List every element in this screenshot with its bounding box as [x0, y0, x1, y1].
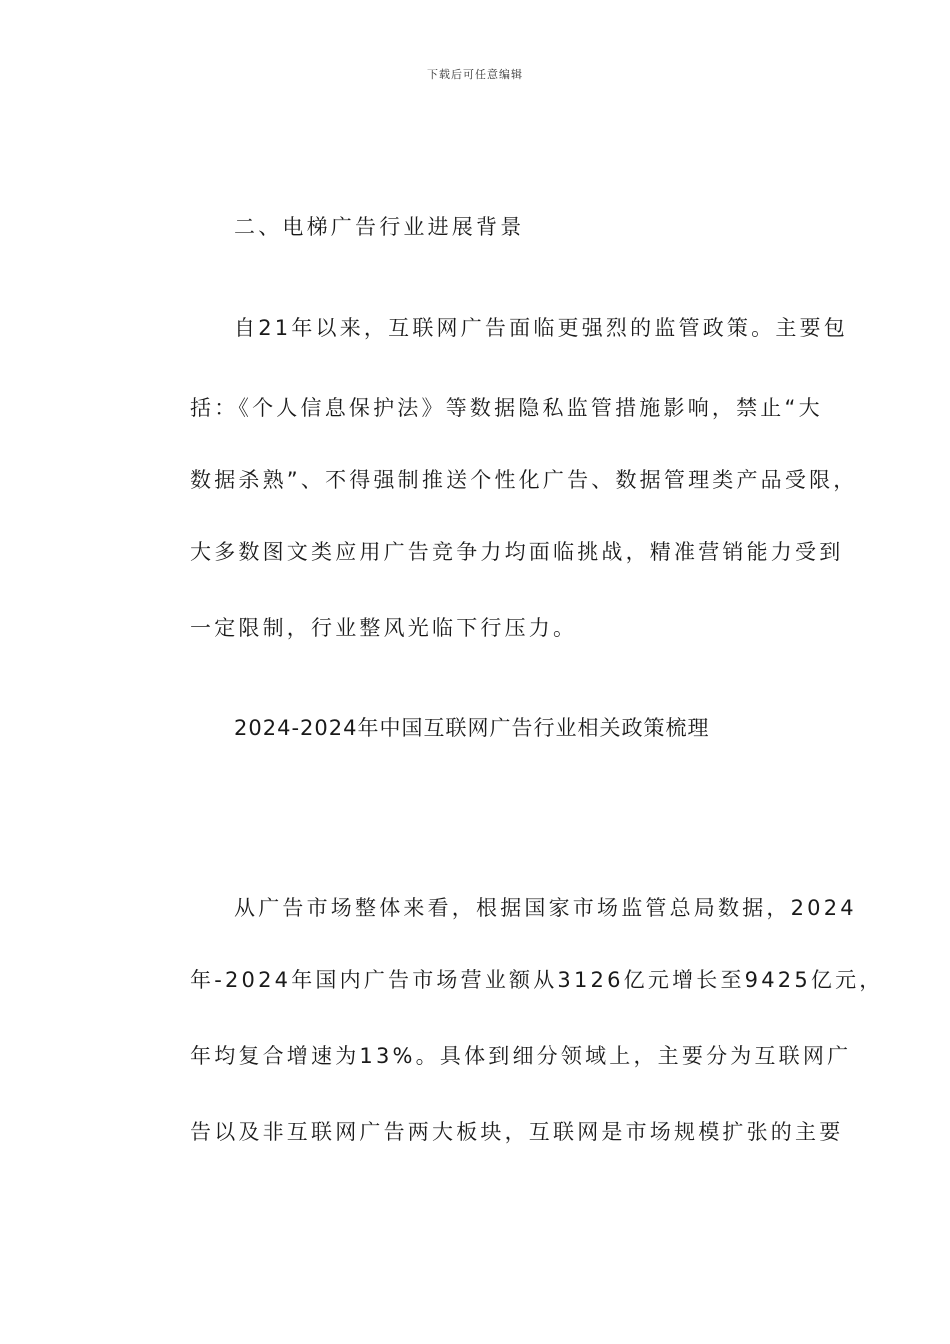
paragraph-2-line-2: 年-2024年国内广告市场营业额从3126亿元增长至9425亿元，	[190, 968, 884, 992]
paragraph-1-line-5: 一定限制，行业整风光临下行压力。	[190, 616, 578, 640]
paragraph-1-line-1: 自21年以来，互联网广告面临更强烈的监管政策。主要包	[234, 316, 848, 340]
paragraph-2-line-3: 年均复合增速为13%。具体到细分领域上，主要分为互联网广	[190, 1044, 852, 1068]
paragraph-2-line-1: 从广告市场整体来看，根据国家市场监管总局数据，2024	[234, 896, 857, 920]
page-header: 下载后可任意编辑	[427, 68, 523, 81]
paragraph-1-line-4: 大多数图文类应用广告竞争力均面临挑战，精准营销能力受到	[190, 540, 844, 564]
paragraph-1-line-3: 数据杀熟”、不得强制推送个性化广告、数据管理类产品受限，	[190, 468, 858, 492]
section-heading: 二、电梯广告行业进展背景	[234, 215, 525, 239]
figure-caption: 2024-2024年中国互联网广告行业相关政策梳理	[234, 716, 710, 740]
paragraph-2-line-4: 告以及非互联网广告两大板块，互联网是市场规模扩张的主要	[190, 1120, 844, 1144]
paragraph-1-line-2: 括：《个人信息保护法》等数据隐私监管措施影响，禁止“大	[190, 396, 823, 420]
